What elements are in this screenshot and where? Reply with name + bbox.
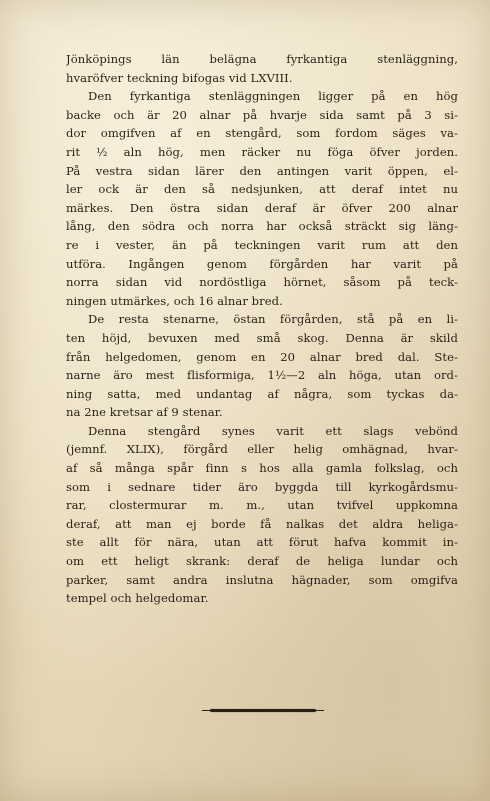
text-line: backe och är 20 alnar på hvarje sida samt på 3 si- [66,107,458,122]
text-line: ler ock är den så nedsjunken, att deraf intet nu [66,182,458,197]
page-text [66,50,458,608]
text-line: märkes. Den östra sidan deraf är öfver 200 alnar [66,200,458,215]
section-divider-rule [210,709,316,712]
text-line: ningen utmärkes, och 16 alnar bred. [66,293,283,308]
text-line: Denna stengård synes varit ett slags vebönd [88,423,458,438]
text-line: narne äro mest flisformiga, 1½—2 aln höga, utan ord- [66,368,458,383]
text-line: ste allt för nära, utan att förut hafva kommit in- [66,535,458,550]
text-line: re i vester, än på teckningen varit rum att den [66,237,458,252]
text-line: na 2ne kretsar af 9 stenar. [66,405,223,420]
text-line: tempel och helgedomar. [66,591,209,606]
text-line: som i sednare tider äro byggda till kyrkogårdsmu- [66,479,458,494]
text-line: rit ½ aln hög, men räcker nu föga öfver jorden. [66,144,458,159]
text-line: deraf, att man ej borde få nalkas det aldra heliga- [66,516,458,531]
text-line: utföra. Ingången genom förgården har varit på [66,256,458,271]
text-line: ten höjd, bevuxen med små skog. Denna är skild [66,330,458,345]
text-line: rar, clostermurar m. m., utan tvifvel uppkomna [66,498,458,513]
text-line: (jemnf. XLIX), förgård eller helig omhägnad, hvar- [66,442,458,457]
text-line: norra sidan vid nordöstliga hörnet, såsom på teck- [66,275,458,290]
text-line: af så många spår finn s hos alla gamla folkslag, och [66,461,458,476]
text-line: hvaröfver teckning bifogas vid LXVIII. [66,70,293,85]
text-line: På vestra sidan lärer den antingen varit öppen, el- [66,163,458,178]
text-line: dor omgifven af en stengård, som fordom säges va- [66,126,458,141]
text-line: ning satta, med undantag af några, som tyckas da- [66,386,458,401]
text-line: De resta stenarne, östan förgården, stå på en li- [88,312,458,327]
text-line: om ett heligt skrank: deraf de heliga lundar och [66,554,458,569]
text-line: Jönköpings län belägna fyrkantiga stenläggning, [66,52,458,66]
text-line: lång, den södra och norra har också sträckt sig läng- [66,219,458,234]
text-line: Den fyrkantiga stenläggningen ligger på en hög [88,89,458,104]
text-line: från helgedomen, genom en 20 alnar bred dal. Ste- [66,349,458,364]
text-line: parker, samt andra inslutna hägnader, som omgifva [66,572,458,587]
